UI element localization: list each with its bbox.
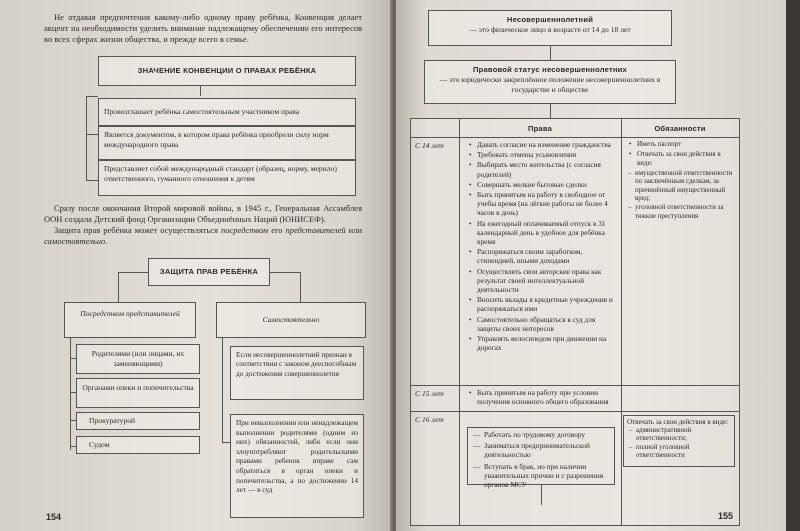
- connector-v: [550, 46, 551, 60]
- rights-14-list: [467, 140, 617, 352]
- convention-title: ЗНАЧЕНИЕ КОНВЕНЦИИ О ПРАВАХ РЕБЁНКА: [137, 66, 317, 75]
- list-item: — Заниматься предпринимательской деятельностью: [484, 441, 612, 459]
- list-item: – полной уголовной ответственности: [636, 444, 734, 461]
- connector-v: [70, 338, 71, 450]
- list-item: • Выбирать место жительства (с согласия родителей): [477, 160, 617, 178]
- text-span: .: [105, 236, 108, 246]
- convention-connector: [86, 96, 87, 180]
- self-item-text: При невыполнении или ненадлежащем выполнении родителями (одним из них) обязанностей, либо если они злоупотребляют родительскими правами ребенок вправе сам обратиться в орган опеки и попечительства, а по достижении 14 лет — в суд: [236, 418, 358, 495]
- status-title: Правовой статус несовершеннолетних: [473, 65, 627, 74]
- right-page: [396, 0, 786, 531]
- list-item: • Распоряжаться своим заработком, стипендией, иными доходами: [477, 247, 617, 265]
- rep-item-prosecutor: [76, 412, 200, 430]
- protection-paragraph: [44, 225, 362, 247]
- via-representatives-label: Посредством представителей: [80, 309, 180, 318]
- list-item: • Вносить вклады в кредитные учреждения и распоряжаться ими: [477, 295, 617, 313]
- unicef-paragraph: Сразу после окончания Второй мировой войны, в 1945 г., Генеральная Ассамблея ООН создала Детский фонд Организации Объединённых Наций (ЮНИСЕФ).: [44, 203, 362, 224]
- connector-v: [550, 104, 551, 118]
- left-page: [0, 0, 392, 531]
- duties-14: [627, 140, 735, 221]
- self-label: Самостоятельно: [262, 315, 320, 324]
- book-edge: [786, 0, 800, 531]
- table-col-divider: [459, 119, 460, 525]
- minor-definition-box: [428, 10, 672, 46]
- duties-14-list: [627, 140, 735, 169]
- self-item-text: Если несовершеннолетний признан в соответствии с законом дееспособным до достижения совершеннолетия: [236, 350, 357, 378]
- convention-item-text: Провозглашает ребёнка самостоятельным участником права: [104, 107, 300, 116]
- list-item: • Давать согласие на изменение гражданства: [477, 140, 617, 149]
- list-item: • Самостоятельно обращаться в суд для защиты своих интересов: [477, 315, 617, 333]
- self-item-parental-neglect: [230, 414, 364, 518]
- col-header-duties: Обязанности: [654, 124, 706, 133]
- connector-v: [300, 272, 301, 302]
- list-item: – имущественной ответственности по заключённым сделкам, за причинённый имущественный вред;: [635, 170, 735, 204]
- text-span: или: [345, 225, 362, 235]
- self-item-emancipated: [230, 346, 364, 400]
- status-definition: — это юридически закреплённое положение несовершеннолетних в государстве и обществе: [439, 75, 661, 94]
- list-item: – административной ответственности;: [636, 427, 734, 444]
- text-span: Защита прав ребёнка может осуществляться: [54, 225, 221, 235]
- age-14: С 14 лет: [415, 141, 444, 150]
- rep-item-text: Родителями (или лицами, их заменяющими): [91, 349, 185, 368]
- connector-h: [222, 442, 230, 443]
- text-span: его: [268, 225, 286, 235]
- list-item: • Отвечать за свои действия в виде:: [637, 150, 735, 168]
- rights-14: [467, 140, 617, 353]
- convention-item-text: Является документом, в котором права ребёнка приобрели силу норм международного права: [104, 130, 329, 149]
- list-item: — Вступать в брак, но при наличии уважительных причин и с разрешения органов МСУ: [484, 462, 612, 490]
- text-span-italic: представителей: [285, 225, 346, 235]
- convention-item-text: Представляет собой международный стандарт (образец, норму, мерило) ответственного, гуманного отношения к детям: [104, 164, 337, 183]
- convention-item-1: [98, 98, 356, 126]
- table-row-divider: [411, 385, 739, 386]
- connector-h: [270, 272, 300, 273]
- minor-title: Несовершеннолетний: [506, 15, 594, 24]
- rights-15: [467, 388, 617, 407]
- list-item: • Осуществлять свои авторские права как результат своей интеллектуальной деятельности: [477, 267, 617, 295]
- col-header-rights: Права: [527, 124, 553, 133]
- rep-item-text: Органами опеки и попечительства: [82, 383, 194, 392]
- list-item: • Совершать мелкие бытовые сделки: [477, 180, 617, 189]
- status-definition-box: [424, 60, 676, 104]
- minor-definition: — это физическое лицо в возрасте от 14 до 18 лет: [469, 25, 631, 34]
- rights-15-list: [467, 388, 617, 406]
- duties-14-sublist: [627, 170, 735, 222]
- table-row-divider: [411, 137, 739, 138]
- intro-paragraph: Не отдавая предпочтения какому-либо одному праву ребёнка, Конвенция делает акцент на необходимости уделить внимание надлежащему обеспечению его интересов во всех сферах жизни общества, и прежде всего в семье.: [44, 12, 362, 44]
- page-number-right: 155: [718, 511, 734, 521]
- protection-title: ЗАЩИТА ПРАВ РЕБЁНКА: [159, 267, 259, 276]
- protection-title-box: [148, 258, 270, 286]
- connector-h: [86, 134, 98, 135]
- duties-16-sublist: [624, 427, 734, 461]
- convention-item-3: [98, 160, 356, 196]
- rights-16-list: [468, 428, 614, 489]
- age-16: С 16 лет: [415, 415, 444, 424]
- duties-16-box: [623, 415, 735, 467]
- via-representatives-box: [64, 302, 196, 338]
- rep-item-text: Судом: [89, 440, 110, 449]
- connector-h: [86, 180, 98, 181]
- connector-v: [118, 272, 119, 302]
- rights-duties-table: [410, 118, 740, 526]
- convention-title-box: [98, 56, 356, 86]
- list-item: – уголовной ответственности за тяжкие преступления: [635, 204, 735, 221]
- rep-item-parents: [76, 344, 200, 374]
- connector-v: [222, 338, 223, 372]
- list-item: • Управлять велосипедом при движении на дорогах: [477, 334, 617, 352]
- text-span-italic: самостоятельно: [44, 236, 106, 246]
- connector-v: [200, 86, 201, 96]
- list-item: • Быть принятым на работу в свободное от учебы время (на лёгкие работы не более 4 часов в день): [477, 190, 617, 218]
- convention-item-2: [98, 126, 356, 160]
- list-item: • Требовать отмены усыновления: [477, 150, 617, 159]
- table-row-divider: [411, 411, 739, 412]
- self-box: [216, 302, 366, 338]
- connector-v: [541, 485, 542, 505]
- table-col-divider: [621, 119, 622, 525]
- list-item: — Работать по трудовому договору: [484, 430, 612, 439]
- rights-16-box: [467, 427, 615, 490]
- age-15: С 15 лет: [415, 389, 444, 398]
- duties-16-head: Отвечать за свои действия в виде:: [627, 418, 729, 426]
- rep-item-guardianship: [76, 378, 200, 408]
- rep-item-text: Прокуратурой: [89, 416, 136, 425]
- rep-item-court: [76, 436, 200, 454]
- list-item: • На ежегодный оплачиваемый отпуск в 31 календарный день в удобное для ребёнка время: [477, 219, 617, 247]
- list-item: • Быть принятым на работу при условии получения основного общего образования: [477, 388, 617, 406]
- list-item: • Иметь паспорт: [637, 140, 735, 149]
- page-number-left: 154: [46, 512, 62, 522]
- connector-v: [222, 372, 223, 442]
- connector-h: [86, 96, 98, 97]
- connector-h: [118, 272, 148, 273]
- text-span-italic: посредством: [220, 225, 269, 235]
